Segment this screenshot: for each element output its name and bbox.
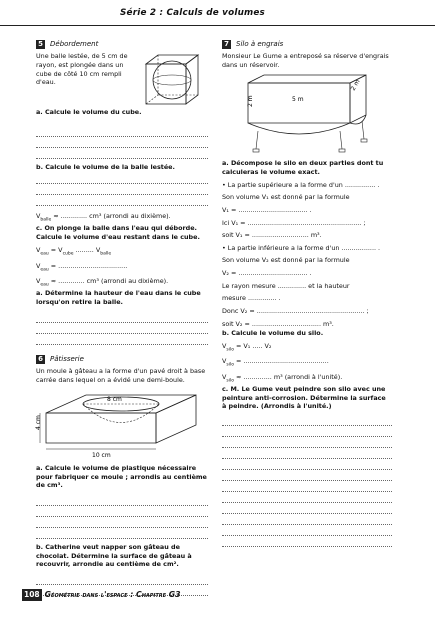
v-eau-line-2: $V_{eau}$ = .................................. [36, 261, 128, 272]
silo-line: • La partie supérieure a la forme d'un ............... . [222, 180, 380, 189]
answer-line[interactable] [36, 334, 208, 345]
dim-right-label: 2 m [349, 78, 362, 92]
question-7c: c. M. Le Gume veut peindre son silo avec une peinture anti-corrosion. Détermine la surface à peindre. (Arrondis à l'unité.) [222, 385, 386, 411]
footer [22, 589, 181, 601]
exercise-5-intro: Une balle lestée, de 5 cm de rayon, est plongée dans un cube de côté 10 cm rempli d'eau. [36, 52, 128, 87]
exercise-7-heading [222, 40, 392, 49]
answer-line[interactable] [36, 195, 208, 206]
page-number: 108 [22, 589, 42, 601]
exercise-number: 5 [36, 40, 45, 49]
cube-with-ball-figure [142, 52, 202, 108]
question-5c: c. On plonge la balle dans l'eau qui déborde. Calcule le volume d'eau restant dans le cube. [36, 224, 200, 241]
exercise-6-intro: Un moule à gâteau a la forme d'un pavé droit à base carrée dans lequel on a évidé une demi-boule. [36, 367, 206, 384]
v-balle-line: $V_{balle}$ ≈ ............. cm³ (arrondi au dixième). [36, 211, 171, 222]
answer-line[interactable] [222, 459, 392, 470]
exercise-title: Pâtisserie [50, 354, 84, 363]
cake-mould-figure [36, 385, 208, 461]
question-6a: a. Calcule le volume de plastique nécessaire pour fabriquer ce moule ; arrondis au centième de cm³. [36, 464, 207, 490]
answer-line[interactable] [36, 323, 208, 334]
answer-line[interactable] [222, 503, 392, 514]
answer-line[interactable] [36, 495, 208, 506]
answer-line[interactable] [36, 137, 208, 148]
answer-line[interactable] [222, 426, 392, 437]
chapter-title: Géométrie dans l'espace : Chapitre G3 [44, 589, 181, 599]
answer-line[interactable] [36, 574, 208, 585]
answer-line[interactable] [36, 184, 208, 195]
silo-line: Son volume V₂ est donné par la formule [222, 256, 350, 265]
silo-line: Son volume V₁ est donné par la formule [222, 193, 350, 202]
silo-line: V₁ = .................................. . [222, 205, 312, 214]
dim-height-label: 2 m [247, 95, 254, 107]
silo-line: mesure .............. . [222, 294, 281, 303]
answer-line[interactable] [36, 517, 208, 528]
dim-side-label: 4 cm [35, 415, 42, 431]
silo-figure [222, 71, 392, 157]
answer-line[interactable] [222, 415, 392, 426]
exercise-7-intro: Monsieur Le Gume a entreposé sa réserve d'engrais dans un réservoir. [222, 52, 389, 70]
dim-top-label: 8 cm [107, 396, 122, 404]
question-7b: b. Calcule le volume du silo. [222, 329, 324, 338]
silo-line: soit V₁ = ............................ m³. [222, 231, 322, 240]
answer-line[interactable] [222, 492, 392, 503]
silo-line: Le rayon mesure .............. et la hauteur [222, 281, 350, 290]
exercise-title: Silo à engrais [236, 40, 284, 48]
exercise-5-heading [36, 40, 208, 49]
silo-line: Donc V₂ = ..................................................... ; [222, 307, 369, 316]
question-7a: a. Décompose le silo en deux parties dont tu calculeras le volume exact. [222, 159, 384, 176]
exercise-6-heading [36, 355, 208, 364]
question-5d: a. Détermine la hauteur de l'eau dans le cube lorsqu'on retire la balle. [36, 289, 201, 307]
answer-line[interactable] [36, 528, 208, 539]
answer-line[interactable] [36, 506, 208, 517]
exercise-number: 6 [36, 355, 45, 364]
silo-line: Ici V₁ = ........................................................ ; [222, 218, 366, 227]
answer-line[interactable] [222, 481, 392, 492]
header-bar [0, 6, 435, 26]
answer-line[interactable] [222, 437, 392, 448]
v-silo-line-2: $V_{silo}$ = .......................................... [222, 357, 329, 368]
answer-line[interactable] [222, 536, 392, 547]
exercise-number: 7 [222, 40, 231, 49]
answer-line[interactable] [222, 525, 392, 536]
left-column [36, 40, 208, 596]
series-title: Série 2 : Calculs de volumes [120, 8, 265, 18]
question-5a: a. Calcule le volume du cube. [36, 108, 142, 117]
question-6b: b. Catherine veut napper son gâteau de chocolat. Détermine la surface de gâteau à recouvrir, arrondie au centième de cm². [36, 542, 192, 569]
question-5b: b. Calcule le volume de la balle lestée. [36, 163, 175, 172]
right-column [222, 40, 392, 547]
silo-line: V₂ = .................................. . [222, 269, 312, 278]
answer-line[interactable] [36, 126, 208, 137]
answer-line[interactable] [222, 514, 392, 525]
answer-line[interactable] [36, 148, 208, 159]
answer-line[interactable] [36, 312, 208, 323]
dim-length-label: 5 m [292, 95, 304, 103]
answer-line[interactable] [222, 448, 392, 459]
v-silo-line-3: $V_{silo}$ ≈ .............. m³ (arrondi à l'unité). [222, 372, 343, 383]
answer-line[interactable] [36, 173, 208, 184]
exercise-title: Débordement [50, 40, 99, 48]
dim-bottom-label: 10 cm [92, 452, 111, 460]
v-eau-line-3: $V_{eau}$ ≈ ............. cm³ (arrondi au dixième). [36, 277, 169, 288]
answer-line[interactable] [222, 470, 392, 481]
v-eau-line-1: $V_{eau} = V_{cube}$ ......... $V_{balle}$ [36, 246, 112, 257]
silo-line: soit V₂ = .................................. m³. [222, 319, 334, 328]
v-silo-line-1: $V_{silo} = V_1$ ..... V₂ [222, 341, 272, 353]
silo-line: • La partie inférieure a la forme d'un ................. . [222, 243, 381, 252]
